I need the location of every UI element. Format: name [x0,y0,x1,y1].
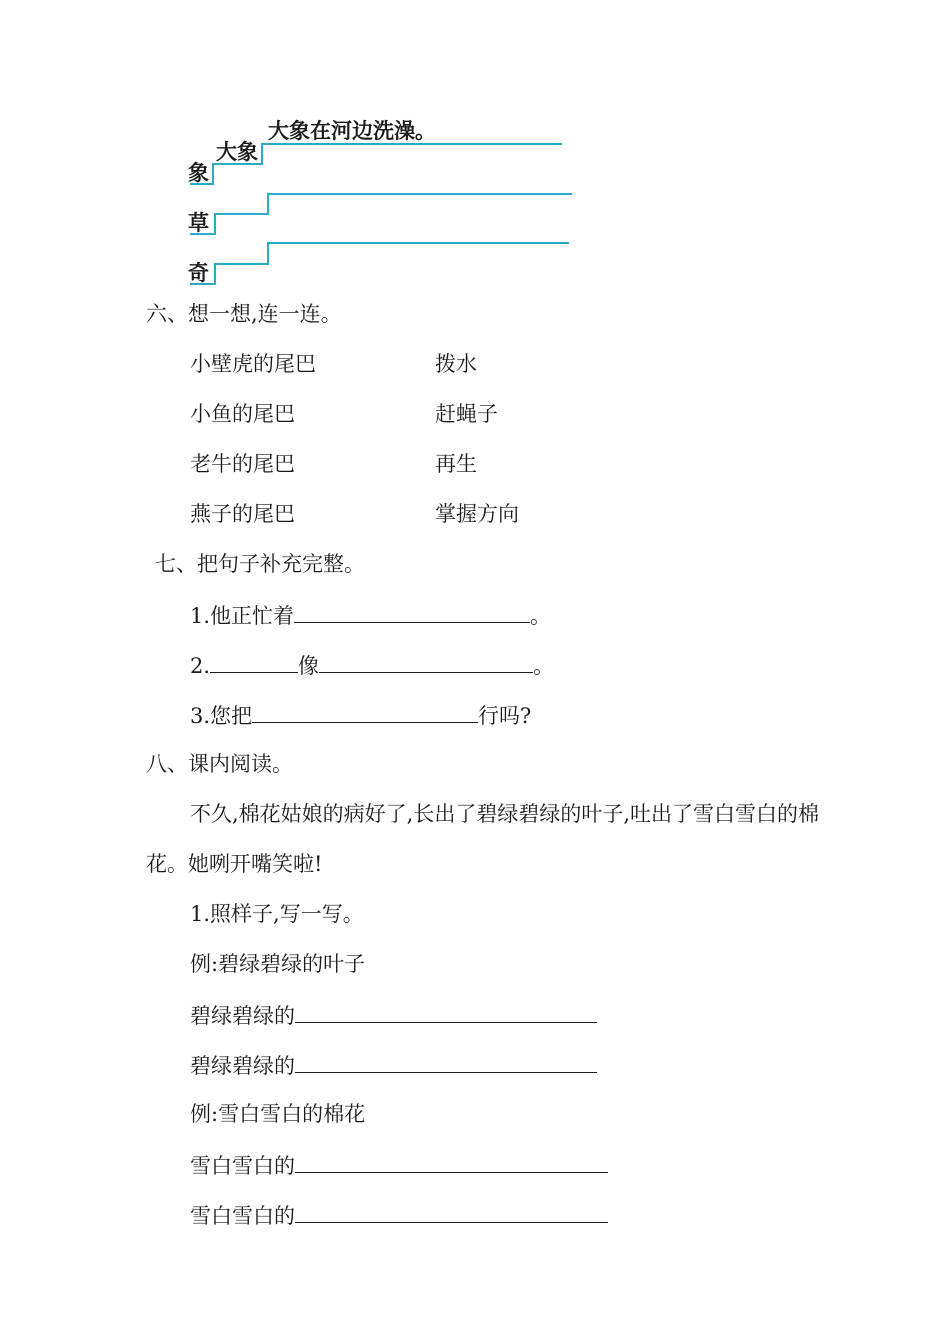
stair-line-3 [190,243,569,284]
fill-prefix: 碧绿碧绿的 [190,1054,295,1078]
stair-char-1: 象 [188,161,209,185]
answer-blank[interactable] [295,1200,608,1223]
section6-title: 六、想一想,连一连。 [146,302,342,326]
answer-blank[interactable] [294,600,530,623]
fill-prefix: 雪白雪白的 [190,1204,295,1228]
example-1: 例:碧绿碧绿的叶子 [190,952,366,976]
fill-line [190,1000,597,1030]
q3-suffix: 行吗? [478,704,532,728]
match-left-item: 老牛的尾巴 [190,452,295,476]
q3-prefix: 3.您把 [190,704,253,728]
answer-blank[interactable] [295,1050,597,1073]
sentence-question-1 [190,600,551,630]
answer-blank[interactable] [252,700,478,723]
stair-char-3: 奇 [188,261,209,285]
answer-blank[interactable] [295,1150,608,1173]
answer-blank[interactable] [295,1000,597,1023]
q2-mid: 像 [298,654,320,678]
match-left-item: 小鱼的尾巴 [190,402,295,426]
fill-prefix: 雪白雪白的 [190,1154,295,1178]
q1-suffix: 。 [530,604,552,628]
answer-blank[interactable] [210,650,298,673]
match-right-item: 拨水 [435,352,477,376]
q2-prefix: 2. [190,654,211,678]
reading-passage-line-2: 花。她咧开嘴笑啦! [146,852,323,876]
fill-prefix: 碧绿碧绿的 [190,1004,295,1028]
answer-blank[interactable] [319,650,533,673]
match-left-item: 燕子的尾巴 [190,502,295,526]
fill-line [190,1150,608,1180]
q2-suffix: 。 [533,654,555,678]
staircase-lines [0,0,950,300]
q1-prefix: 1.他正忙着 [190,604,295,628]
stair-sentence-1: 大象在河边洗澡。 [268,119,436,143]
stair-line-2 [190,194,572,234]
stair-char-2: 草 [188,211,209,235]
stair-word-1: 大象 [216,140,258,164]
sentence-question-2 [190,650,554,680]
section8-title: 八、课内阅读。 [146,752,293,776]
match-right-item: 再生 [435,452,477,476]
section7-title: 七、把句子补充完整。 [155,552,365,576]
reading-passage-line-1: 不久,棉花姑娘的病好了,长出了碧绿碧绿的叶子,吐出了雪白雪白的棉 [190,802,820,826]
reading-question-1: 1.照样子,写一写。 [190,902,364,926]
fill-line [190,1200,608,1230]
example-2: 例:雪白雪白的棉花 [190,1102,366,1126]
match-left-item: 小壁虎的尾巴 [190,352,316,376]
sentence-question-3 [190,700,531,730]
match-right-item: 掌握方向 [435,502,519,526]
fill-line [190,1050,597,1080]
match-right-item: 赶蝇子 [435,402,498,426]
